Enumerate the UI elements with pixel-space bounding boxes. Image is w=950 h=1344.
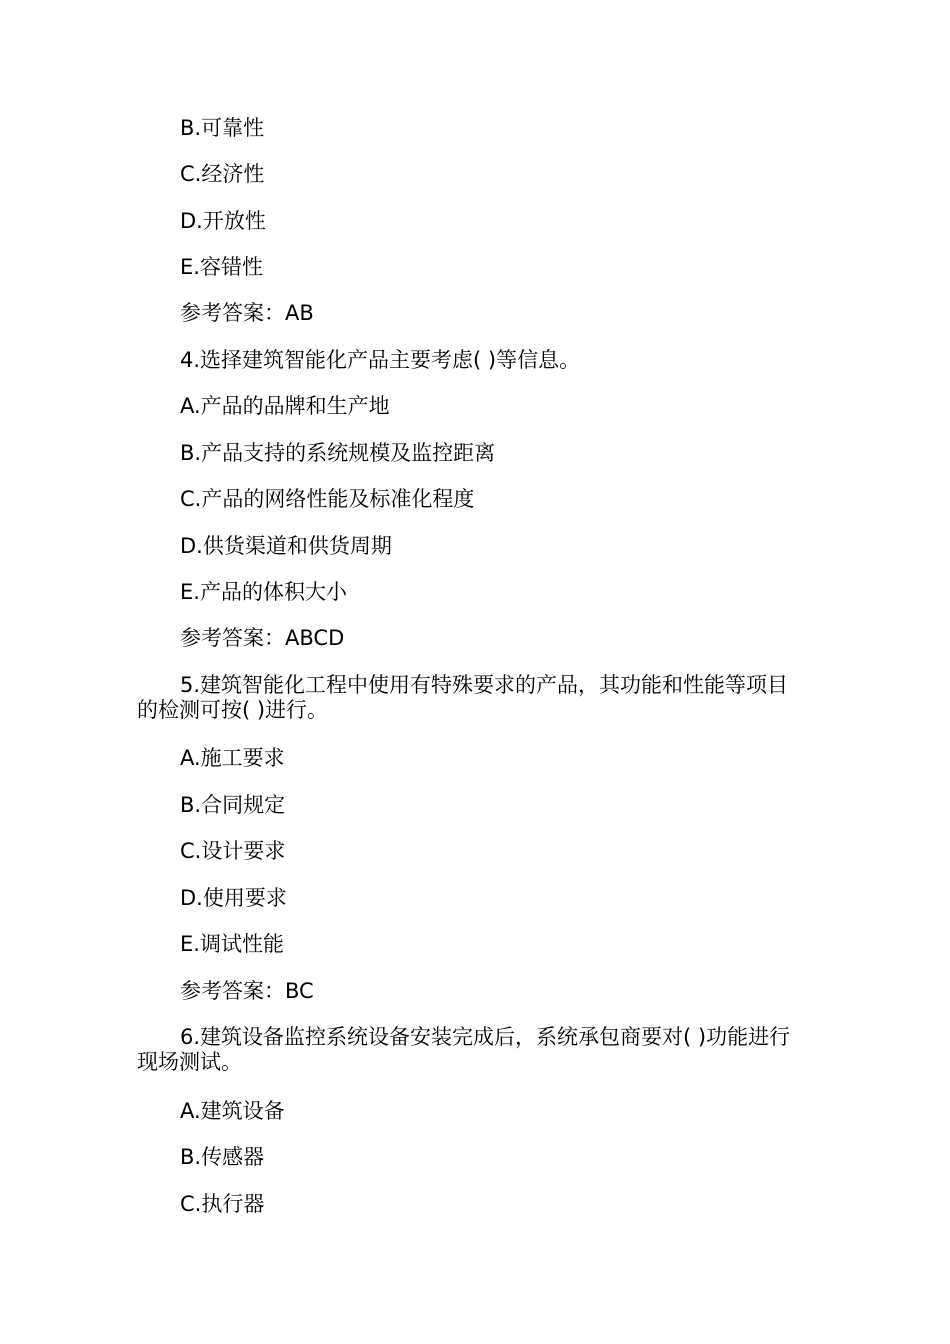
q3-option-b: B.可靠性 [180, 116, 265, 140]
q4-option-e: E.产品的体积大小 [180, 580, 347, 604]
q4-option-a: A.产品的品牌和生产地 [180, 394, 390, 418]
q6-option-a: A.建筑设备 [180, 1099, 285, 1123]
q5-option-c: C.设计要求 [180, 839, 286, 863]
q5-answer: 参考答案：BC [180, 979, 314, 1003]
q5-option-a: A.施工要求 [180, 746, 285, 770]
q5-option-e: E.调试性能 [180, 932, 284, 956]
q4-option-d: D.供货渠道和供货周期 [180, 534, 392, 558]
q4-option-b: B.产品支持的系统规模及监控距离 [180, 441, 496, 465]
q5-option-d: D.使用要求 [180, 886, 287, 910]
q6-option-b: B.传感器 [180, 1145, 265, 1169]
q6-option-c: C.执行器 [180, 1192, 265, 1216]
q5-question: 5.建筑智能化工程中使用有特殊要求的产品，其功能和性能等项目的检测可按( )进行。 [137, 673, 789, 722]
q3-option-c: C.经济性 [180, 162, 265, 186]
q4-option-c: C.产品的网络性能及标准化程度 [180, 487, 475, 511]
q4-question: 4.选择建筑智能化产品主要考虑( )等信息。 [180, 348, 581, 372]
q6-question: 6.建筑设备监控系统设备安装完成后，系统承包商要对( )功能进行现场测试。 [137, 1025, 791, 1074]
q4-answer: 参考答案：ABCD [180, 626, 345, 650]
q3-option-e: E.容错性 [180, 255, 263, 279]
q3-option-d: D.开放性 [180, 209, 266, 233]
q5-option-b: B.合同规定 [180, 793, 286, 817]
q3-answer: 参考答案：AB [180, 301, 314, 325]
